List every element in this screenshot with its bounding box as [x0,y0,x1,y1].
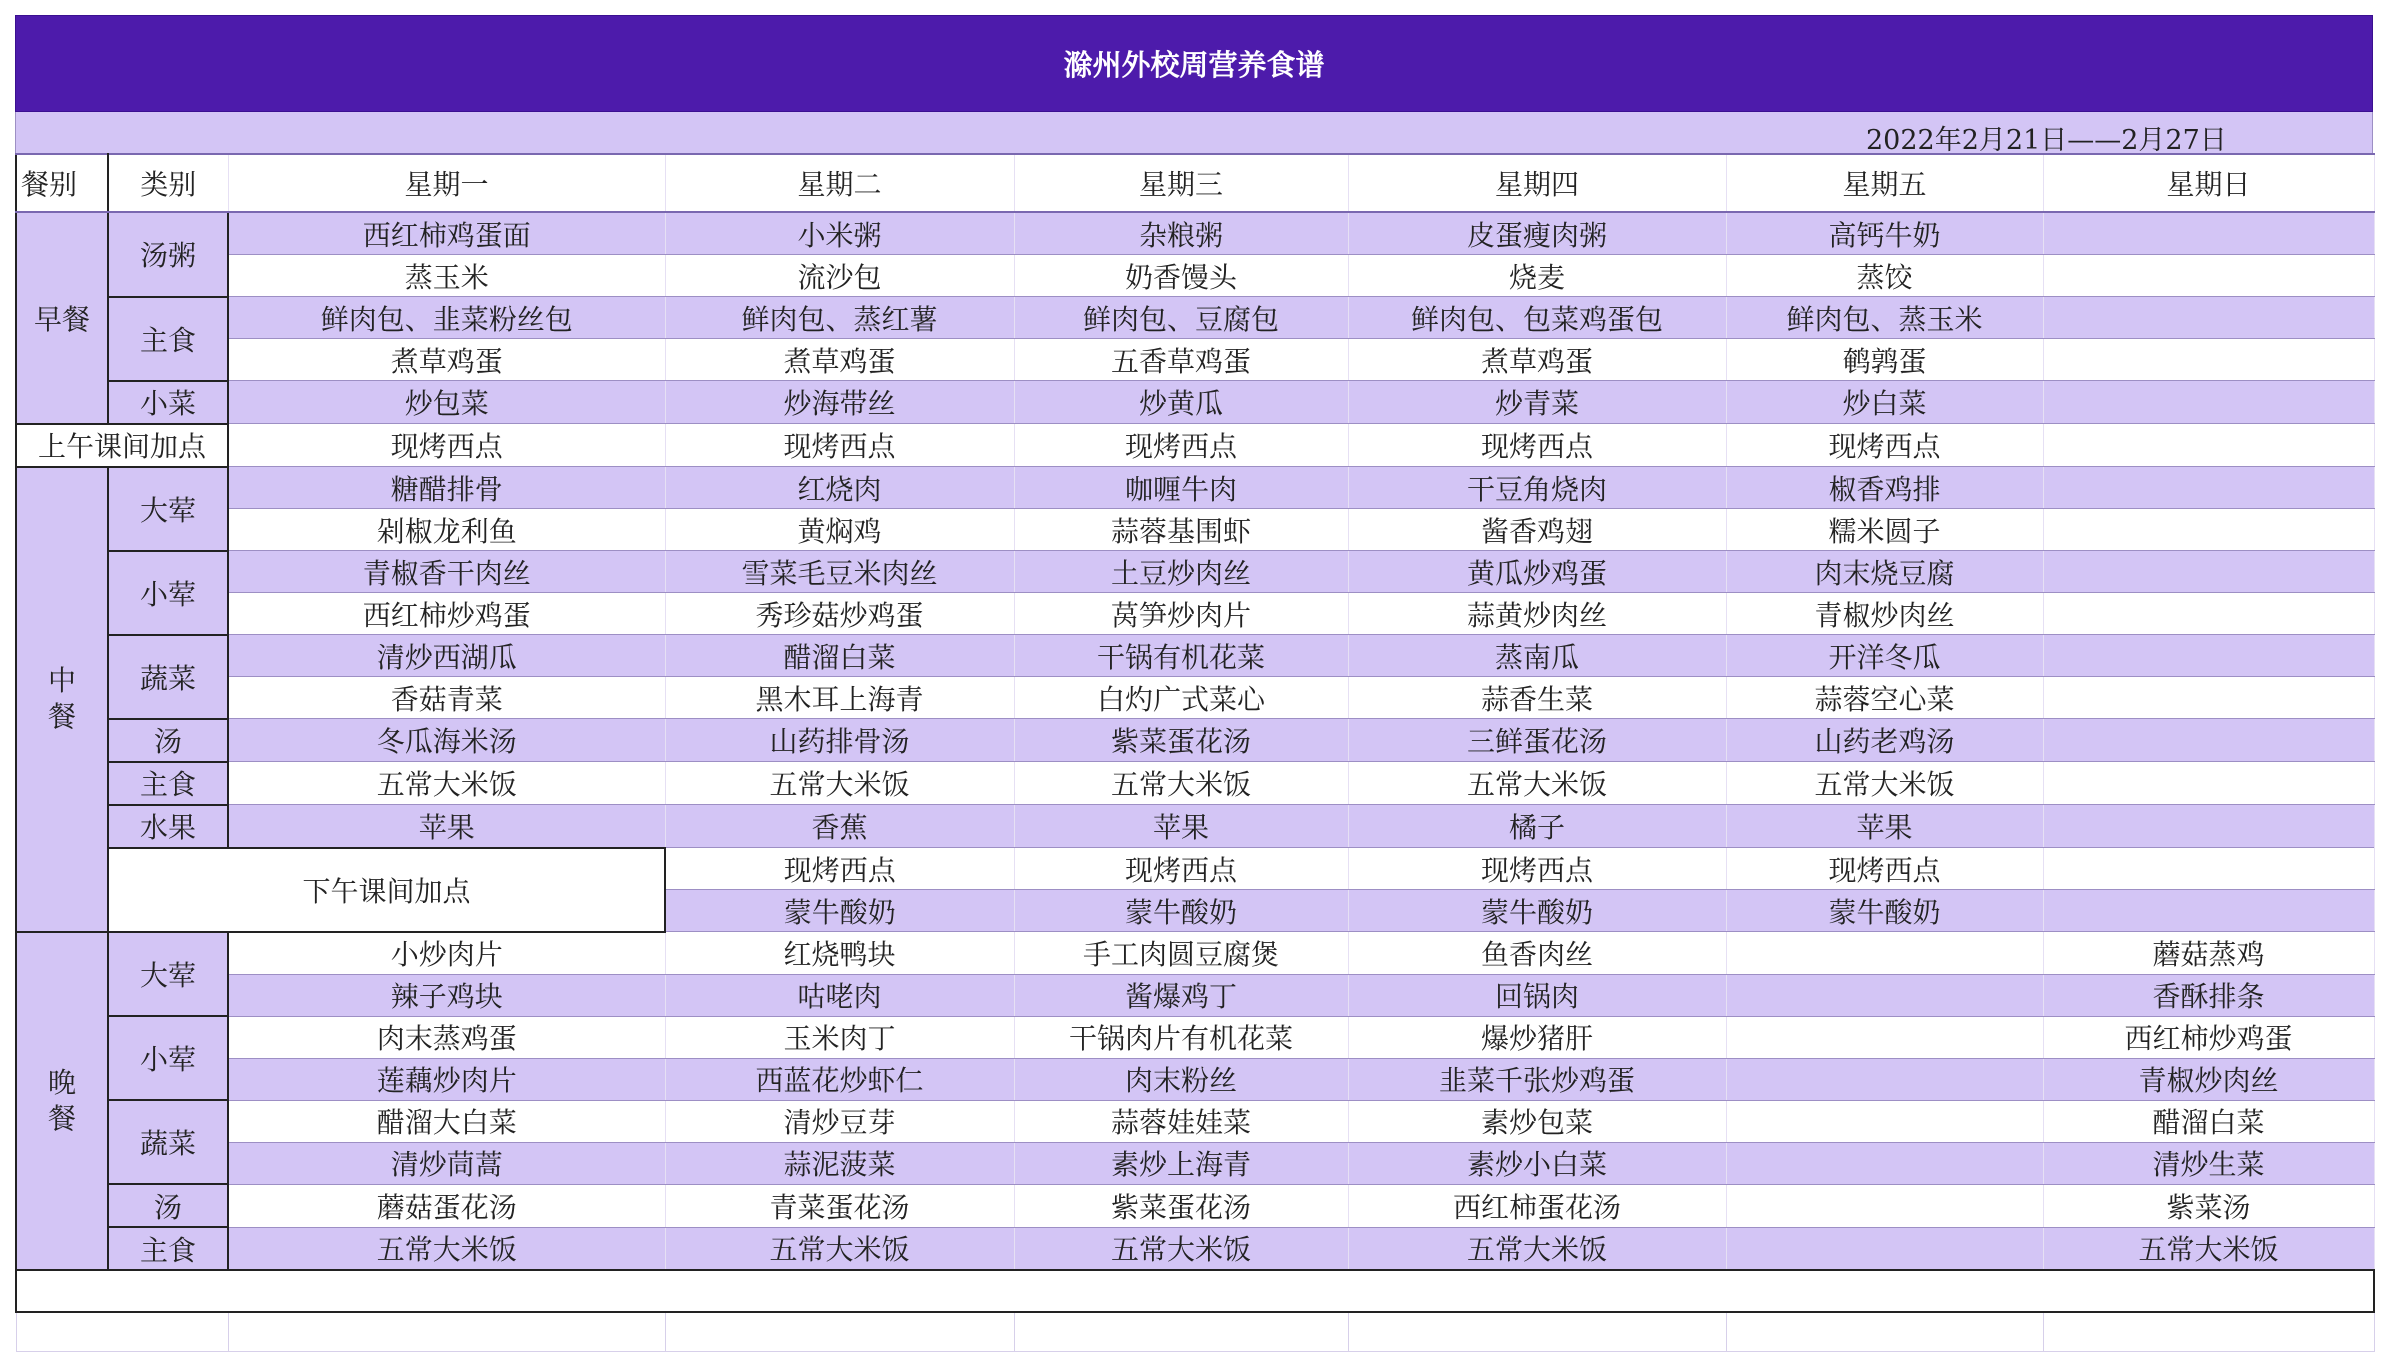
empty-cell [2043,1312,2374,1352]
menu-cell: 五常大米饭 [665,1227,1014,1270]
menu-cell: 五常大米饭 [228,762,665,805]
category-side: 小菜 [108,381,228,424]
meal-lunch-char1: 中 [47,664,76,697]
menu-cell: 黄瓜炒鸡蛋 [1348,551,1726,593]
menu-cell: 苹果 [228,805,665,848]
menu-cell [1726,1016,2043,1058]
menu-cell: 煮草鸡蛋 [228,339,665,381]
blank-row [16,1312,2374,1352]
category-staple: 主食 [108,297,228,381]
menu-cell: 山药老鸡汤 [1726,719,2043,762]
empty-cell [228,1312,665,1352]
category-soup: 汤 [108,1184,228,1227]
menu-cell: 五常大米饭 [2043,1227,2374,1270]
menu-cell: 五常大米饭 [665,762,1014,805]
menu-cell [1726,932,2043,975]
menu-cell [2043,719,2374,762]
menu-cell: 煮草鸡蛋 [665,339,1014,381]
table-row [16,509,2374,551]
menu-cell: 肉末粉丝 [1014,1058,1348,1100]
table-row [16,848,2374,890]
menu-cell: 鲜肉包、韭菜粉丝包 [228,297,665,339]
menu-cell: 蒸玉米 [228,255,665,297]
menu-cell: 五香草鸡蛋 [1014,339,1348,381]
menu-cell: 三鲜蛋花汤 [1348,719,1726,762]
meal-dinner-char2: 餐 [47,1101,76,1135]
menu-table [15,153,2375,1352]
menu-cell: 西红柿蛋花汤 [1348,1184,1726,1227]
menu-cell: 雪菜毛豆米肉丝 [665,551,1014,593]
table-row [16,1058,2374,1100]
menu-cell: 山药排骨汤 [665,719,1014,762]
menu-cell: 蘑菇蒸鸡 [2043,932,2374,975]
empty-cell [665,1312,1014,1352]
meal-pm-snack: 下午课间加点 [108,848,665,932]
menu-cell: 蒙牛酸奶 [1726,890,2043,932]
menu-cell: 黄焖鸡 [665,509,1014,551]
menu-cell: 辣子鸡块 [228,974,665,1016]
menu-cell: 醋溜大白菜 [228,1100,665,1142]
menu-cell: 现烤西点 [1726,424,2043,467]
menu-cell: 五常大米饭 [228,1227,665,1270]
menu-cell: 蒙牛酸奶 [1348,890,1726,932]
menu-cell [1726,1100,2043,1142]
menu-cell: 蒙牛酸奶 [665,890,1014,932]
category-big-meat: 大荤 [108,932,228,1017]
table-row [16,1100,2374,1142]
menu-cell: 素炒小白菜 [1348,1142,1726,1184]
menu-cell: 手工肉圆豆腐煲 [1014,932,1348,975]
menu-cell: 蒸南瓜 [1348,635,1726,677]
menu-cell: 煮草鸡蛋 [1348,339,1726,381]
table-row [16,932,2374,975]
menu-cell: 香酥排条 [2043,974,2374,1016]
menu-cell: 冬瓜海米汤 [228,719,665,762]
menu-cell [1726,974,2043,1016]
menu-cell: 现烤西点 [228,424,665,467]
table-row [16,593,2374,635]
menu-cell: 现烤西点 [1348,848,1726,890]
menu-cell: 爆炒猪肝 [1348,1016,1726,1058]
menu-cell: 现烤西点 [1014,848,1348,890]
header-day-fri: 星期五 [1726,154,2043,212]
meal-breakfast: 早餐 [16,212,108,424]
menu-cell: 皮蛋瘦肉粥 [1348,212,1726,255]
table-row [16,212,2374,255]
menu-cell: 香蕉 [665,805,1014,848]
menu-cell: 蒜泥菠菜 [665,1142,1014,1184]
menu-cell: 青椒香干肉丝 [228,551,665,593]
table-row [16,255,2374,297]
table-row [16,1016,2374,1058]
menu-cell: 蒜黄炒肉丝 [1348,593,1726,635]
header-row [16,154,2374,212]
empty-cell [1348,1312,1726,1352]
table-row [16,339,2374,381]
menu-cell: 素炒包菜 [1348,1100,1726,1142]
menu-cell [2043,297,2374,339]
menu-cell: 五常大米饭 [1014,1227,1348,1270]
menu-cell: 青椒炒肉丝 [1726,593,2043,635]
menu-cell: 现烤西点 [1014,424,1348,467]
menu-cell: 莲藕炒肉片 [228,1058,665,1100]
category-small-meat: 小荤 [108,551,228,635]
menu-cell: 清炒茼蒿 [228,1142,665,1184]
meal-lunch-char2: 餐 [47,700,76,733]
menu-cell: 橘子 [1348,805,1726,848]
menu-cell: 烧麦 [1348,255,1726,297]
menu-cell: 干锅有机花菜 [1014,635,1348,677]
menu-cell: 高钙牛奶 [1726,212,2043,255]
table-row [16,297,2374,339]
table-row [16,1142,2374,1184]
menu-sheet [15,15,2373,1352]
menu-cell [2043,762,2374,805]
menu-cell [2043,467,2374,509]
menu-cell: 五常大米饭 [1348,762,1726,805]
menu-cell: 干豆角烧肉 [1348,467,1726,509]
table-row [16,677,2374,719]
empty-cell [16,1270,2374,1312]
table-row [16,551,2374,593]
category-small-meat: 小荤 [108,1016,228,1100]
menu-cell: 青椒炒肉丝 [2043,1058,2374,1100]
empty-cell [16,1312,228,1352]
menu-cell: 西红柿鸡蛋面 [228,212,665,255]
category-soup-porridge: 汤粥 [108,212,228,297]
menu-cell: 酱香鸡翅 [1348,509,1726,551]
menu-cell: 酱爆鸡丁 [1014,974,1348,1016]
meal-am-snack: 上午课间加点 [16,424,228,467]
table-row [16,381,2374,424]
menu-cell: 蒜香生菜 [1348,677,1726,719]
menu-cell: 土豆炒肉丝 [1014,551,1348,593]
menu-cell: 玉米肉丁 [665,1016,1014,1058]
table-row [16,467,2374,509]
menu-cell: 清炒生菜 [2043,1142,2374,1184]
menu-cell: 炒青菜 [1348,381,1726,424]
menu-cell: 蘑菇蛋花汤 [228,1184,665,1227]
menu-cell [2043,424,2374,467]
menu-cell [2043,635,2374,677]
category-veg: 蔬菜 [108,1100,228,1184]
date-range: 2022年2月21日——2月27日 [1866,125,2227,156]
menu-cell [2043,805,2374,848]
menu-cell: 炒包菜 [228,381,665,424]
meal-dinner-char1: 晚 [47,1065,76,1099]
header-meal: 餐别 [16,154,108,212]
header-day-thu: 星期四 [1348,154,1726,212]
menu-cell [1726,1142,2043,1184]
menu-cell: 红烧鸭块 [665,932,1014,975]
menu-cell: 清炒豆芽 [665,1100,1014,1142]
menu-cell: 素炒上海青 [1014,1142,1348,1184]
header-day-sun: 星期日 [2043,154,2374,212]
date-range-row [15,112,2373,156]
menu-cell: 五常大米饭 [1348,1227,1726,1270]
menu-cell: 炒黄瓜 [1014,381,1348,424]
menu-cell: 鲜肉包、豆腐包 [1014,297,1348,339]
table-row [16,974,2374,1016]
menu-cell: 西红柿炒鸡蛋 [2043,1016,2374,1058]
menu-cell: 西红柿炒鸡蛋 [228,593,665,635]
meal-dinner [16,932,108,1271]
menu-cell: 蒜蓉基围虾 [1014,509,1348,551]
menu-cell: 炒白菜 [1726,381,2043,424]
menu-cell: 红烧肉 [665,467,1014,509]
menu-cell: 开洋冬瓜 [1726,635,2043,677]
menu-cell: 糯米圆子 [1726,509,2043,551]
menu-cell: 醋溜白菜 [665,635,1014,677]
menu-cell: 紫菜蛋花汤 [1014,719,1348,762]
menu-cell: 肉末蒸鸡蛋 [228,1016,665,1058]
category-fruit: 水果 [108,805,228,848]
menu-cell: 椒香鸡排 [1726,467,2043,509]
menu-cell: 蒜蓉娃娃菜 [1014,1100,1348,1142]
menu-cell: 香菇青菜 [228,677,665,719]
menu-cell: 炒海带丝 [665,381,1014,424]
header-day-tue: 星期二 [665,154,1014,212]
table-row [16,1227,2374,1270]
header-category: 类别 [108,154,228,212]
menu-cell: 现烤西点 [1348,424,1726,467]
category-soup: 汤 [108,719,228,762]
menu-cell: 黑木耳上海青 [665,677,1014,719]
menu-cell: 五常大米饭 [1726,762,2043,805]
table-row [16,805,2374,848]
menu-cell [1726,1184,2043,1227]
menu-cell: 鲜肉包、蒸玉米 [1726,297,2043,339]
menu-cell: 青菜蛋花汤 [665,1184,1014,1227]
menu-cell [2043,339,2374,381]
menu-cell: 奶香馒头 [1014,255,1348,297]
menu-cell [2043,848,2374,890]
category-big-meat: 大荤 [108,467,228,551]
header-day-mon: 星期一 [228,154,665,212]
menu-cell: 剁椒龙利鱼 [228,509,665,551]
menu-cell: 韭菜千张炒鸡蛋 [1348,1058,1726,1100]
menu-cell: 现烤西点 [1726,848,2043,890]
menu-cell: 咕咾肉 [665,974,1014,1016]
menu-cell: 紫菜蛋花汤 [1014,1184,1348,1227]
category-staple: 主食 [108,762,228,805]
menu-cell: 糖醋排骨 [228,467,665,509]
menu-cell: 流沙包 [665,255,1014,297]
menu-cell: 鲜肉包、蒸红薯 [665,297,1014,339]
menu-cell: 五常大米饭 [1014,762,1348,805]
menu-cell: 蒜蓉空心菜 [1726,677,2043,719]
menu-cell [2043,677,2374,719]
meal-lunch [16,467,108,932]
menu-cell [2043,509,2374,551]
menu-cell: 鹌鹑蛋 [1726,339,2043,381]
menu-cell: 清炒西湖瓜 [228,635,665,677]
menu-cell: 小米粥 [665,212,1014,255]
menu-cell: 回锅肉 [1348,974,1726,1016]
menu-cell: 蒸饺 [1726,255,2043,297]
table-row [16,424,2374,467]
menu-cell: 苹果 [1726,805,2043,848]
empty-cell [1014,1312,1348,1352]
menu-cell: 杂粮粥 [1014,212,1348,255]
menu-cell: 秀珍菇炒鸡蛋 [665,593,1014,635]
menu-cell: 现烤西点 [665,424,1014,467]
menu-cell [1726,1058,2043,1100]
table-row [16,635,2374,677]
table-row [16,719,2374,762]
menu-cell [2043,890,2374,932]
header-day-wed: 星期三 [1014,154,1348,212]
menu-cell: 紫菜汤 [2043,1184,2374,1227]
menu-cell: 蒙牛酸奶 [1014,890,1348,932]
table-row [16,762,2374,805]
menu-cell: 醋溜白菜 [2043,1100,2374,1142]
blank-row [16,1270,2374,1312]
empty-cell [1726,1312,2043,1352]
menu-cell: 现烤西点 [665,848,1014,890]
menu-cell [2043,381,2374,424]
menu-cell [2043,551,2374,593]
sheet-title: 滁州外校周营养食谱 [15,15,2373,112]
category-veg: 蔬菜 [108,635,228,719]
menu-cell: 干锅肉片有机花菜 [1014,1016,1348,1058]
menu-cell: 鱼香肉丝 [1348,932,1726,975]
table-row [16,1184,2374,1227]
menu-cell [2043,212,2374,255]
category-staple: 主食 [108,1227,228,1270]
menu-cell: 苹果 [1014,805,1348,848]
menu-cell: 咖喱牛肉 [1014,467,1348,509]
menu-cell: 肉末烧豆腐 [1726,551,2043,593]
menu-cell [1726,1227,2043,1270]
menu-cell: 西蓝花炒虾仁 [665,1058,1014,1100]
menu-cell: 鲜肉包、包菜鸡蛋包 [1348,297,1726,339]
menu-cell: 莴笋炒肉片 [1014,593,1348,635]
menu-cell: 小炒肉片 [228,932,665,975]
menu-cell [2043,593,2374,635]
menu-cell [2043,255,2374,297]
menu-cell: 白灼广式菜心 [1014,677,1348,719]
